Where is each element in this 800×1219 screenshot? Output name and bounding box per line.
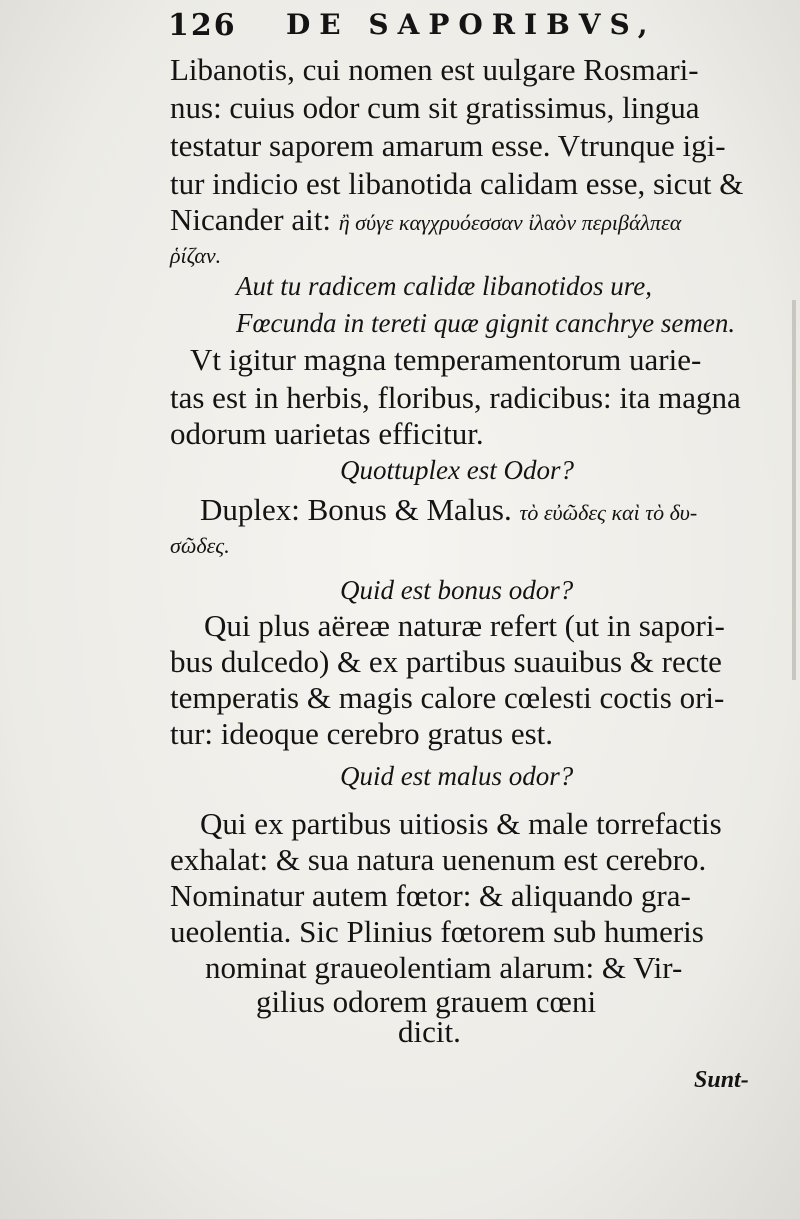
text-line: tur indicio est libanotida calidam esse, sicut & [170, 166, 744, 201]
answer-line: ueolentia. Sic Plinius fœtorem sub humeris [170, 914, 704, 949]
answer-line: temperatis & magis calore cœlesti coctis ori- [170, 680, 725, 715]
text-line: nus: cuius odor cum sit gratissimus, lingua [170, 90, 700, 125]
verse-line: Fœcunda in tereti quæ gignit canchrye semen. [236, 308, 736, 338]
greek-quote: ἢ σύγε καγχρυόεσσαν ἰλαὸν περιβάλπεα [338, 210, 682, 235]
running-title: DE SAPORIBVS, [286, 8, 657, 41]
answer-line: Qui ex partibus uitiosis & male torrefactis [200, 806, 722, 841]
text-line: odorum uarietas efficitur. [170, 416, 484, 451]
text-fragment: Duplex: Bonus & Malus. [200, 492, 512, 527]
answer-line: Nominatur autem fœtor: & aliquando gra- [170, 878, 691, 913]
greek-quote-continuation: ῥίζαν. [170, 243, 222, 268]
answer-line: gilius odorem grauem cœni [256, 984, 597, 1019]
catchword: Sunt- [694, 1067, 749, 1093]
question-heading: Quid est bonus odor? [340, 575, 574, 605]
answer-line [200, 492, 697, 531]
answer-line: dicit. [398, 1014, 461, 1049]
text-line: tas est in herbis, floribus, radicibus: ita magna [170, 380, 741, 415]
answer-line: tur: ideoque cerebro gratus est. [170, 716, 554, 751]
greek-quote-continuation: σῶδες. [170, 533, 230, 558]
text-line: testatur saporem amarum esse. Vtrunque igi- [170, 128, 726, 163]
question-heading: Quid est malus odor? [340, 761, 574, 791]
question-heading: Quottuplex est Odor? [340, 455, 574, 485]
greek-quote: τὸ εὐῶδες καὶ τὸ δυ- [519, 500, 698, 525]
answer-line: exhalat: & sua natura uenenum est cerebro. [170, 842, 707, 877]
answer-line: Qui plus aëreæ naturæ refert (ut in sapori- [204, 608, 725, 643]
page-edge-shadow [792, 300, 796, 680]
running-header [168, 8, 768, 48]
page-number: 126 [168, 8, 237, 43]
answer-line: nominat graueolentiam alarum: & Vir- [205, 950, 683, 985]
text-fragment: Nicander ait: [170, 202, 331, 237]
text-line [170, 202, 681, 241]
text-line: Vt igitur magna temperamentorum uarie- [190, 342, 702, 377]
answer-line: bus dulcedo) & ex partibus suauibus & recte [170, 644, 722, 679]
verse-line: Aut tu radicem calidæ libanotidos ure, [236, 271, 652, 301]
text-line: Libanotis, cui nomen est uulgare Rosmari- [170, 52, 699, 87]
